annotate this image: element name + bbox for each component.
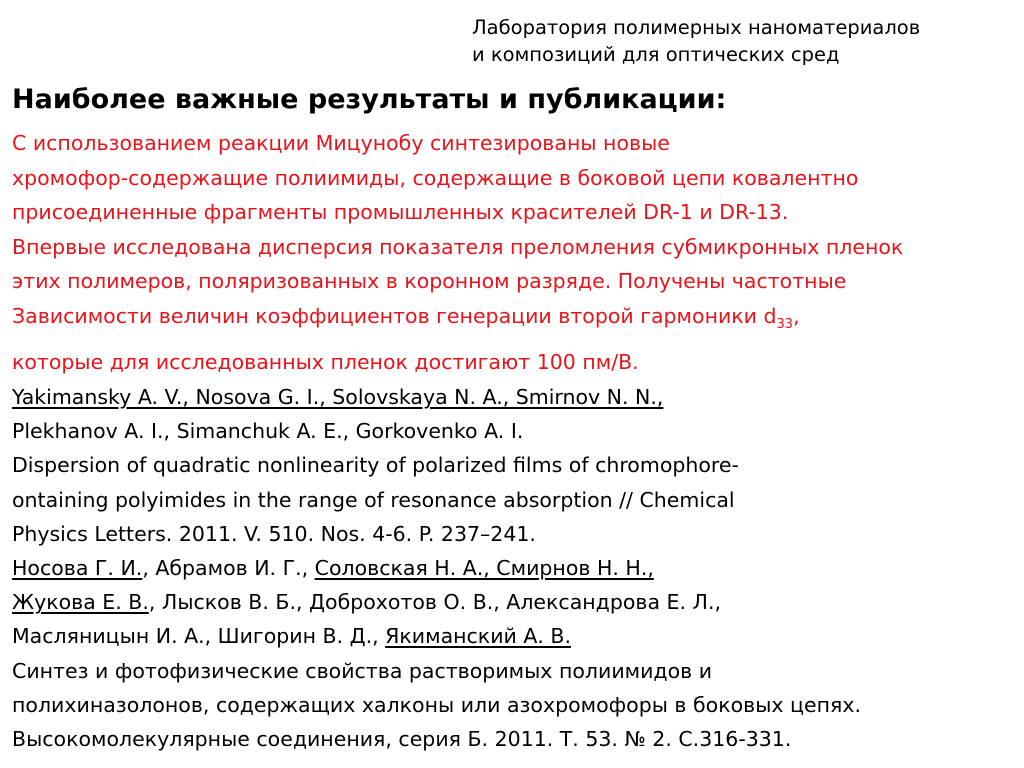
publications-list [12, 380, 861, 756]
lab-name-line-1: Лаборатория полимерных наноматериалов [472, 16, 921, 39]
results-line [12, 299, 903, 345]
ref1-title-line-1: Dispersion of quadratic nonlinearity of polarized films of chromophore- [12, 453, 739, 478]
results-line: Впервые исследована дисперсия показателя преломления субмикронных пленок [12, 234, 904, 259]
ref2-author-underlined: Якиманский А. В. [385, 624, 571, 649]
ref2-author-plain: , Лысков В. Б., Доброхотов О. В., Александрова Е. Л., [148, 590, 721, 615]
ref1-authors-underlined: Yakimansky A. V., Nosova G. I., Solovskaya N. A., Smirnov N. N., [12, 385, 664, 409]
results-line-text: Зависимости величин коэффициентов генерации второй гармоники d [12, 303, 777, 328]
results-line-comma: , [793, 303, 800, 328]
ref1-source: Physics Letters. 2011. V. 510. Nos. 4-6. P. 237–241. [12, 521, 536, 546]
ref2-title-line-1: Синтез и фотофизические свойства растворимых полиимидов и [12, 658, 713, 683]
ref1-authors-line-1 [12, 380, 861, 414]
results-line: присоединенные фрагменты промышленных красителей DR-1 и DR-13. [12, 200, 789, 224]
ref2-author-plain: , Абрамов И. Г., [142, 555, 315, 580]
ref2-author-underlined: Соловская Н. А., Смирнов Н. Н., [314, 555, 654, 580]
results-line: хромофор-содержащие полиимиды, содержащие в боковой цепи ковалентно [12, 165, 859, 190]
results-text [12, 126, 903, 379]
ref2-author-underlined: Носова Г. И. [12, 555, 143, 580]
ref2-authors-line-3 [12, 619, 861, 653]
lab-name [472, 14, 920, 68]
slide-title: Наиболее важные результаты и публикации: [12, 84, 727, 115]
results-line: С использованием реакции Мицунобу синтезированы новые [12, 131, 670, 155]
ref2-author-plain: Масляницын И. А., Шигорин В. Д., [12, 624, 386, 649]
ref1-title-line-2: ontaining polyimides in the range of resonance absorption // Chemical [12, 487, 735, 512]
ref2-author-underlined: Жукова Е. В. [12, 590, 149, 615]
results-line: этих полимеров, поляризованных в коронном разряде. Получены частотные [12, 269, 847, 293]
ref1-authors-line-2: Plekhanov A. I., Simanchuk A. E., Gorkovenko A. I. [12, 419, 524, 444]
ref2-title-line-2: полихиназолонов, содержащих халконы или азохромофоры в боковых цепях. [12, 692, 862, 717]
ref2-source: Высокомолекулярные соединения, серия Б. 2011. Т. 53. № 2. С.316-331. [12, 726, 792, 751]
ref2-authors-line-2 [12, 585, 861, 619]
lab-name-line-2: и композиций для оптических сред [472, 43, 840, 66]
subscript-33: 33 [776, 316, 794, 332]
results-line: которые для исследованных пленок достигают 100 пм/В. [12, 349, 639, 374]
ref2-authors-line-1 [12, 551, 861, 585]
